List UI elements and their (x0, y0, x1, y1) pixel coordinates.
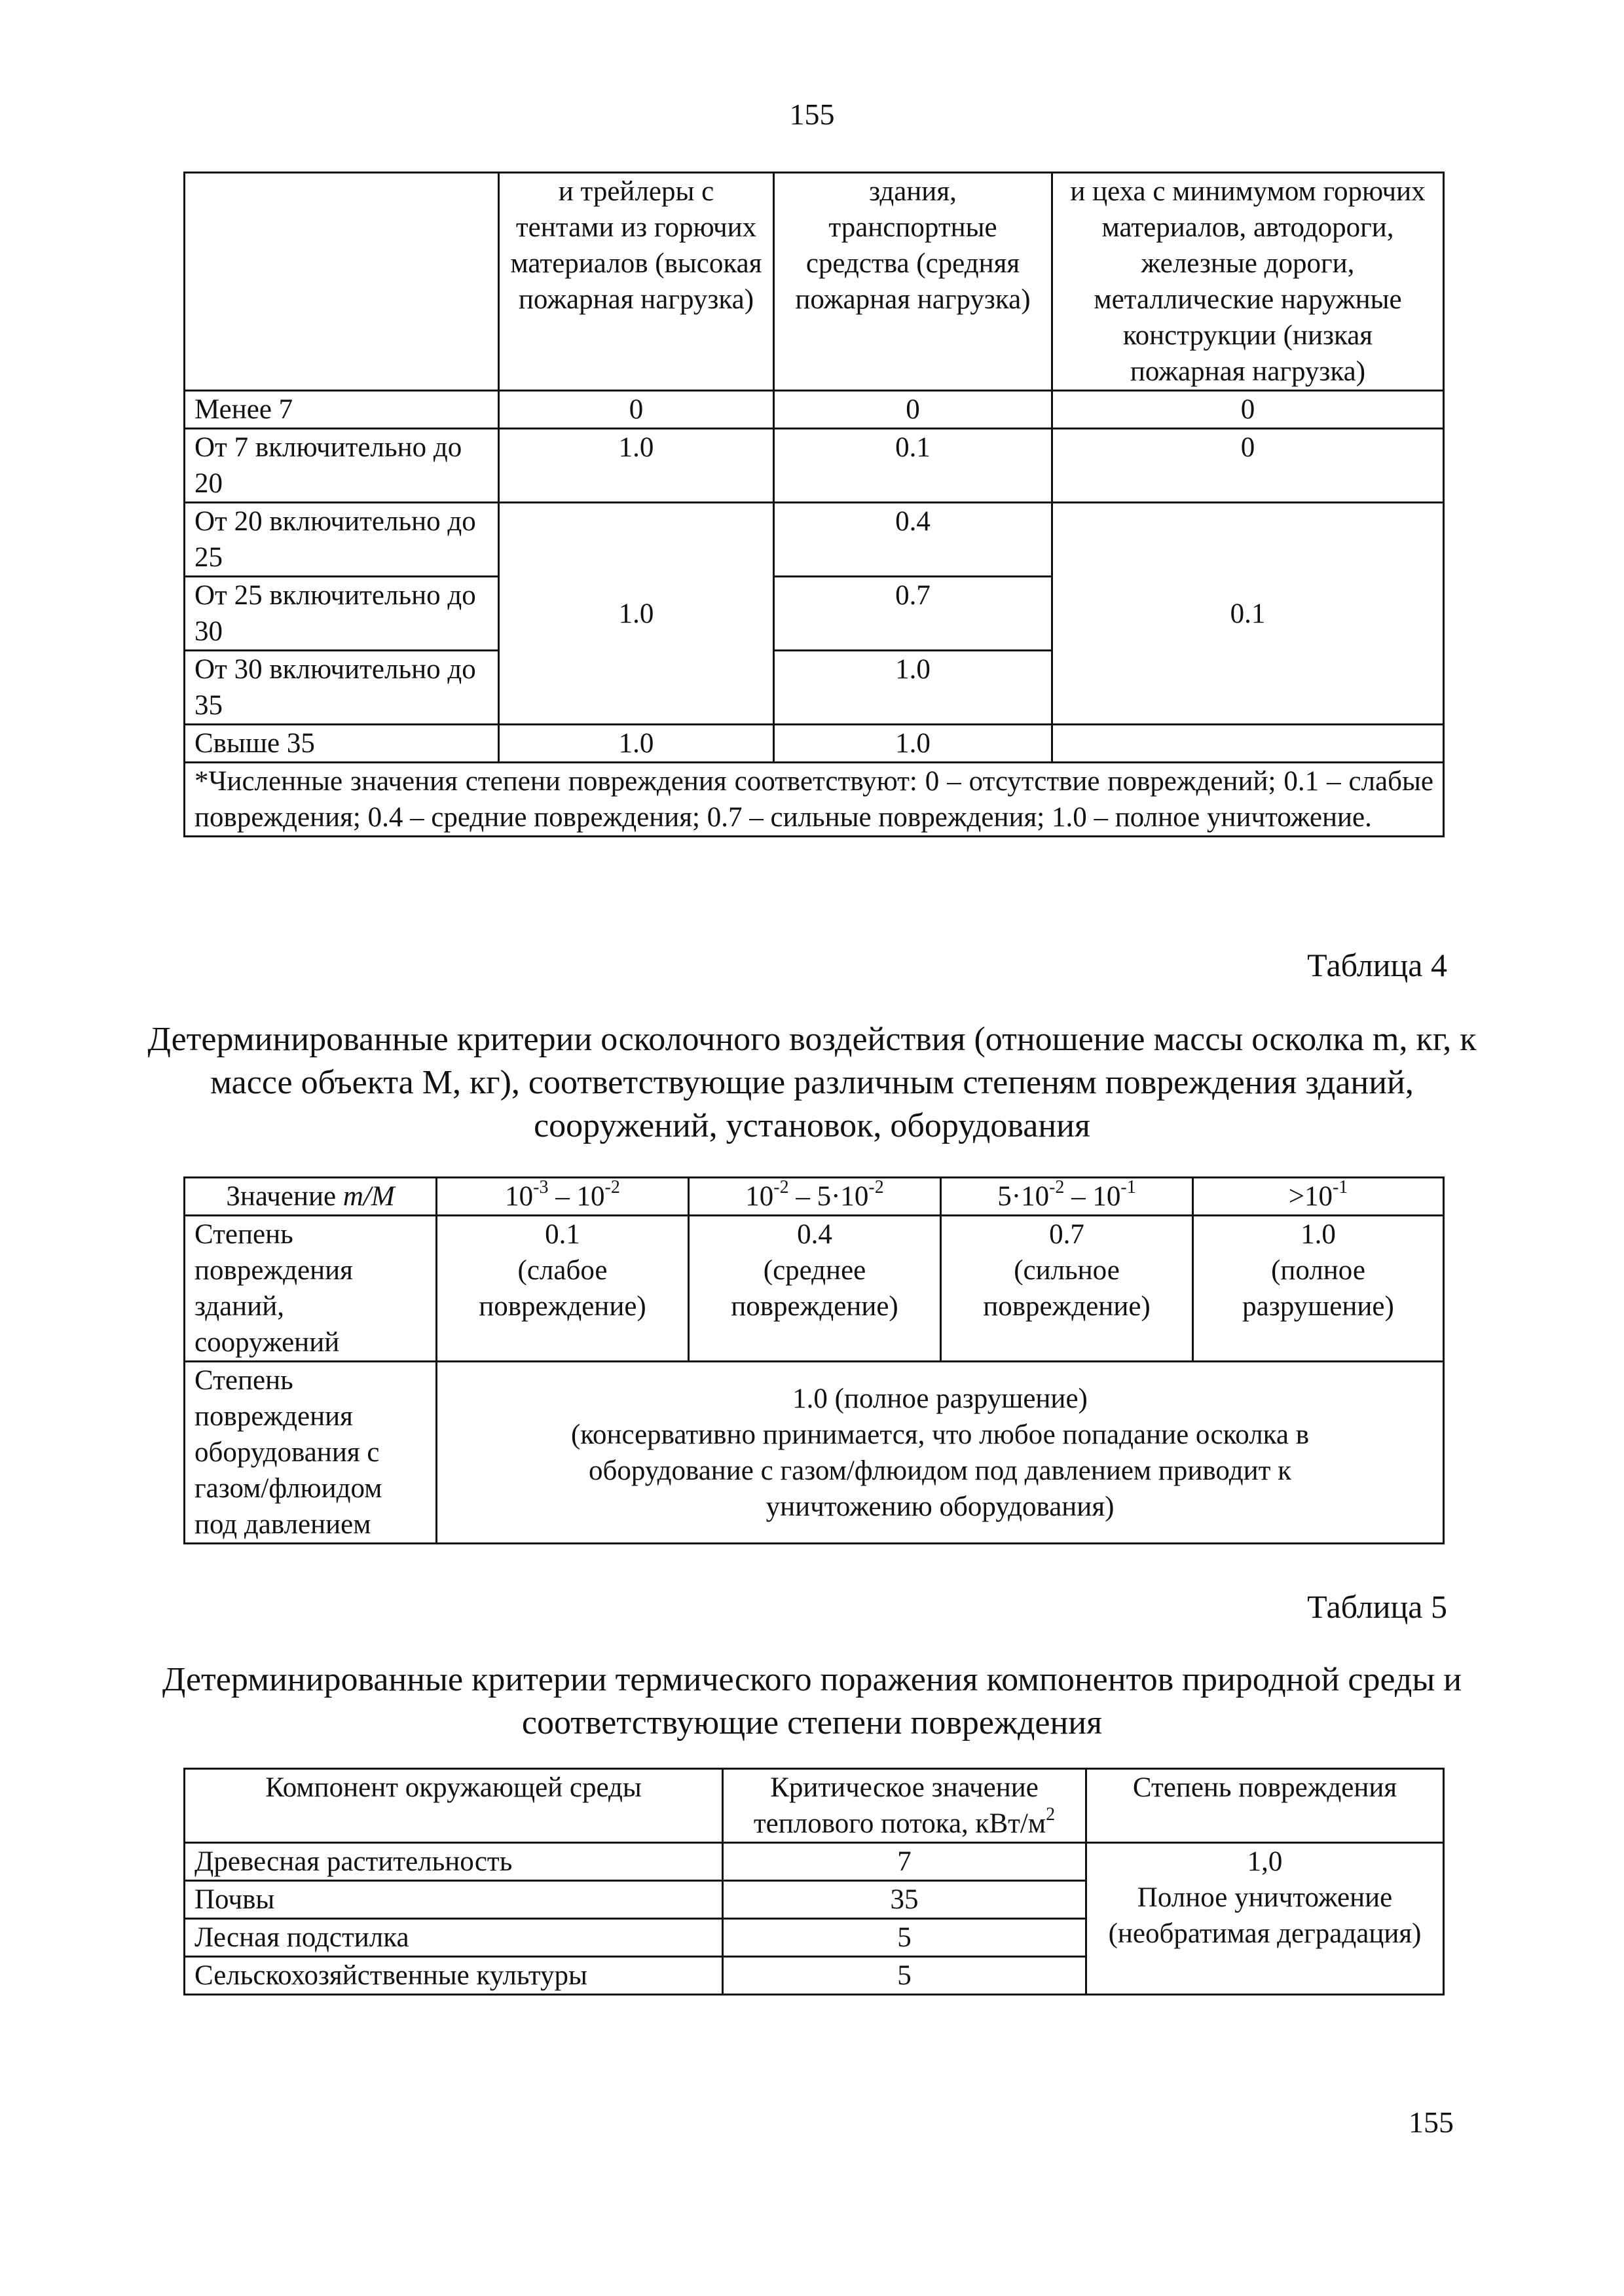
merged-cell (1086, 1843, 1444, 1995)
table-4-title: Детерминированные критерии осколочного воздействия (отношение массы осколка m, кг, к массе объекта M, кг), соответствующие различным степеням повреждения зданий, сооружений, установок, оборудования (147, 1021, 1477, 1144)
damage-value: 0.1 (545, 1219, 580, 1250)
table-row (185, 429, 1444, 503)
row-label: От 7 включительно до 20 (185, 429, 499, 503)
range-header: $>10^{-1}$ (1193, 1178, 1444, 1216)
table-header-cell (185, 1178, 437, 1216)
table-row (185, 503, 1444, 577)
table-cell (437, 1216, 689, 1362)
page-number-top: 155 (789, 98, 835, 131)
table-row (185, 173, 1444, 391)
row-label: От 25 включительно до 30 (185, 577, 499, 651)
damage-value: 1.0 (полное разрушение) (792, 1383, 1088, 1414)
table-cell: 0 (774, 391, 1052, 429)
table-header-cell (723, 1769, 1086, 1843)
table-footnote: *Численные значения степени повреждения соответствуют: 0 – отсутствие повреждений; 0.1 – слабые повреждения; 0.4 – средние повреждения; 0.7 – сильные повреждения; 1.0 – полное уничтожение. (185, 763, 1444, 837)
table-cell: 5 (723, 1919, 1086, 1957)
table-cell: 35 (723, 1881, 1086, 1919)
row-label: Лесная подстилка (185, 1919, 723, 1957)
table-header-cell: здания, транспортные средства (средняя пожарная нагрузка) (774, 173, 1052, 391)
table-row (185, 1216, 1444, 1362)
table-cell: 0 (1052, 391, 1444, 429)
row-label: Свыше 35 (185, 725, 499, 763)
header-text: Критическое значение теплового потока, кВт/м (753, 1772, 1046, 1839)
table-row (185, 763, 1444, 837)
header-label-text: Значение (226, 1181, 343, 1212)
table-row (185, 725, 1444, 763)
table-header-cell: и трейлеры с тентами из горючих материалов (высокая пожарная нагрузка) (499, 173, 774, 391)
table-header-cell: Степень повреждения (1086, 1769, 1444, 1843)
damage-value: 0.4 (797, 1219, 832, 1250)
row-label: Сельскохозяйственные культуры (185, 1957, 723, 1995)
merged-cell: 1.0 (499, 503, 774, 725)
table-cell: 0.4 (774, 503, 1052, 577)
table-5-caption: Таблица 5 (1307, 1588, 1447, 1625)
table-cell (1193, 1216, 1444, 1362)
damage-desc: (полное разрушение) (1242, 1255, 1394, 1322)
table-cell: 1.0 (499, 725, 774, 763)
table-cell (185, 173, 499, 391)
table-5 (183, 1768, 1445, 1995)
table-row (185, 1178, 1444, 1216)
table-row (185, 1362, 1444, 1544)
table-cell (1052, 725, 1444, 763)
ratio-variable: m/M (342, 1181, 395, 1212)
table-cell: 1.0 (774, 651, 1052, 725)
range-header: $10^{-2} - 5\cdot 10^{-2}$ (689, 1178, 941, 1216)
table-row (185, 1843, 1444, 1881)
superscript: 2 (1046, 1804, 1056, 1825)
table-5-title: Детерминированные критерии термического поражения компонентов природной среды и соответствующие степени повреждения (162, 1661, 1462, 1741)
row-label: Древесная растительность (185, 1843, 723, 1881)
table-cell: 0.1 (774, 429, 1052, 503)
table-header-cell: и цеха с минимумом горючих материалов, автодороги, железные дороги, металлические наружные конструкции (низкая пожарная нагрузка) (1052, 173, 1444, 391)
damage-desc: (среднее повреждение) (731, 1255, 898, 1322)
merged-cell: 0.1 (1052, 503, 1444, 725)
table-row (185, 391, 1444, 429)
table-header-cell: Компонент окружающей среды (185, 1769, 723, 1843)
table-4 (183, 1176, 1445, 1544)
damage-value: 1.0 (1301, 1219, 1336, 1250)
table-4-caption: Таблица 4 (1307, 947, 1447, 983)
row-label: Почвы (185, 1881, 723, 1919)
damage-value: 1,0 (1247, 1846, 1283, 1877)
table-row (185, 1769, 1444, 1843)
row-label: Менее 7 (185, 391, 499, 429)
damage-note: (консервативно принимается, что любое попадание осколка в оборудование с газом/флюидом под давлением приводит к уничтожению оборудования) (570, 1419, 1310, 1522)
table-cell: 0 (1052, 429, 1444, 503)
range-header: $5\cdot 10^{-2} - 10^{-1}$ (941, 1178, 1193, 1216)
range-header: $10^{-3} - 10^{-2}$ (437, 1178, 689, 1216)
row-label: От 30 включительно до 35 (185, 651, 499, 725)
table-cell: 0 (499, 391, 774, 429)
merged-cell (437, 1362, 1444, 1544)
table-cell (689, 1216, 941, 1362)
damage-desc: (сильное повреждение) (983, 1255, 1151, 1322)
page-number-bottom: 155 (1409, 2105, 1454, 2139)
damage-value: 0.7 (1049, 1219, 1084, 1250)
table-cell (941, 1216, 1193, 1362)
row-label: Степень повреждения зданий, сооружений (185, 1216, 437, 1362)
table-cell: 5 (723, 1957, 1086, 1995)
damage-desc: (слабое повреждение) (479, 1255, 646, 1322)
table-3-continuation (183, 172, 1445, 837)
damage-desc: Полное уничтожение (необратимая деградация) (1108, 1882, 1422, 1949)
table-cell: 0.7 (774, 577, 1052, 651)
row-label: Степень повреждения оборудования с газом/флюидом под давлением (185, 1362, 437, 1544)
table-cell: 7 (723, 1843, 1086, 1881)
table-cell: 1.0 (499, 429, 774, 503)
table-cell: 1.0 (774, 725, 1052, 763)
row-label: От 20 включительно до 25 (185, 503, 499, 577)
